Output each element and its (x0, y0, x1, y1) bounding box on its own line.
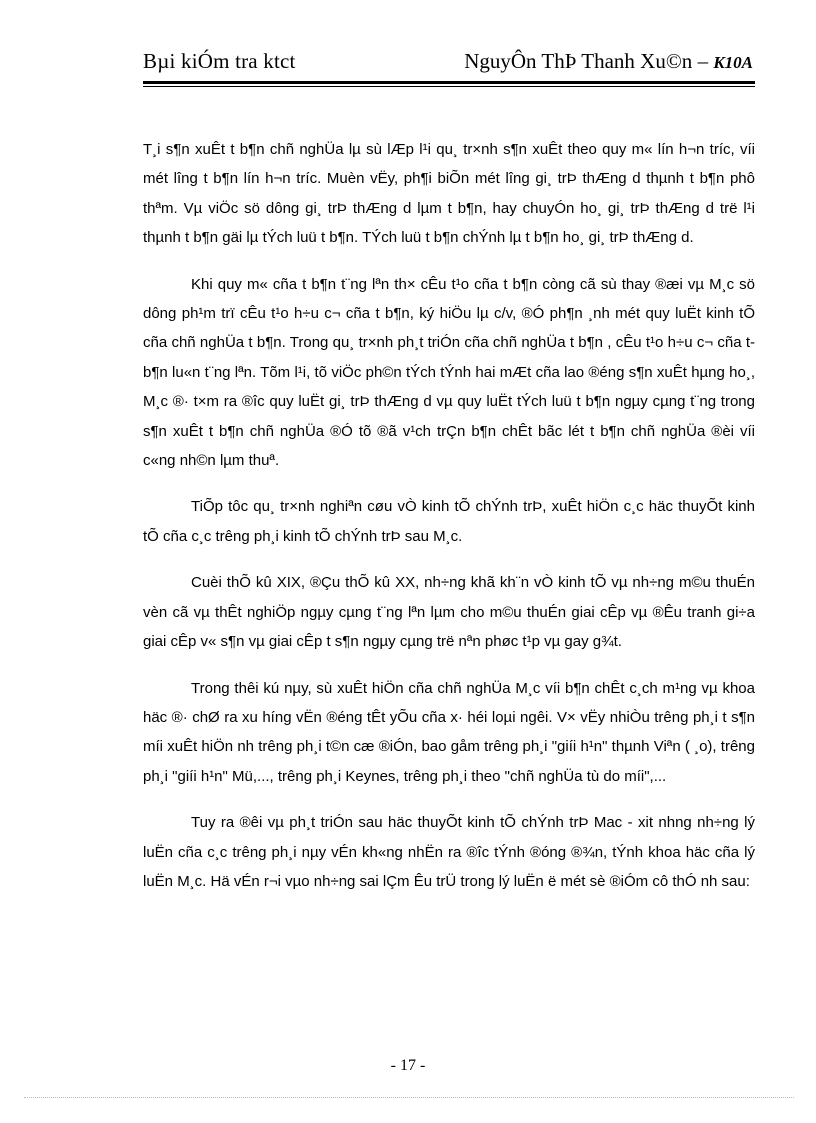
header-rule-thick (143, 81, 755, 84)
paragraph-2: Khi quy m« cña t b¶n t¨ng lªn th× cÊu t¹o cña t b¶n còng cã sù thay ®æi vµ M¸c sö dông ph¹m trï cÊu t¹o h÷u c¬ cña t b¶n, ký hiÖu lµ c/v, ®Ó ph¶n ¸nh mét quy luËt kinh tÕ cña chñ nghÜa t b¶n. Trong qu¸ tr×nh ph¸t triÓn cña chñ nghÜa t b¶n , cÊu t¹o h÷u c¬ cña t b¶n lu«n t¨ng lªn. Tõm l¹i, tõ viÖc ph©n tÝch tÝnh hai mÆt cña lao ®éng s¶n xuÊt hµng ho¸, M¸c ®· t×m ra ®îc quy luËt gi¸ trÞ thÆng d vµ quy luËt tÝch luü t b¶n ngµy cµng t¨ng trong s¶n xuÊt t b¶n chñ nghÜa ®Ó tõ ®ã v¹ch trÇn b¶n chÊt bãc lét t b¶n chñ nghÜa ®èi víi c«ng nh©n lµm thuª. (143, 275, 755, 470)
header-separator: – (697, 49, 709, 73)
paragraph-5: Trong thêi kú nµy, sù xuÊt hiÖn cña chñ nghÜa M¸c víi b¶n chÊt c¸ch m¹ng vµ khoa häc ®· chØ ra xu híng vËn ®éng tÊt yÕu cña x· héi loµi ngêi. V× vËy nhiÒu trêng ph¸i t s¶n míi xuÊt hiÖn nh trêng ph¸i t©n cæ ®iÓn, bao gåm trêng ph¸i "giíi h¹n" thµnh Viªn ( ¸o), trêng ph¸i "giíi h¹n" Mü,..., trêng ph¸i Keynes, trêng ph¸i theo "chñ nghÜa tù do míi",... (143, 679, 755, 785)
footer-dotted-line (24, 1097, 794, 1098)
class-code: K10A (713, 53, 753, 72)
paragraph-3: TiÕp tôc qu¸ tr×nh nghiªn cøu vÒ kinh tÕ chÝnh trÞ, xuÊt hiÖn c¸c häc thuyÕt kinh tÕ cña c¸c trêng ph¸i kinh tÕ chÝnh trÞ sau M¸c. (143, 498, 755, 545)
document-title: Bµi kiÓm tra ktct (143, 49, 296, 73)
paragraph-6: Tuy ra ®êi vµ ph¸t triÓn sau häc thuyÕt kinh tÕ chÝnh trÞ Mac - xit nhng nh÷ng lý luËn cña c¸c trêng ph¸i nµy vÉn kh«ng nhËn ra ®îc tÝnh ®óng ®¾n, tÝnh khoa häc cña lý luËn M¸c. Hä vÉn r¬i vµo nh÷ng sai lÇm Êu trÜ trong lý luËn ë mét sè ®iÓm cô thÓ nh sau: (143, 814, 755, 890)
author-line (464, 49, 753, 74)
paragraph-4: Cuèi thÕ kû XIX, ®Çu thÕ kû XX, nh÷ng khã kh¨n vÒ kinh tÕ vµ nh÷ng m©u thuÉn vèn cã vµ thÊt nghiÖp ngµy cµng t¨ng lªn lµm cho m©u thuÉn giai cÊp vµ ®Êu tranh gi÷a giai cÊp v« s¶n vµ giai cÊp t s¶n ngµy cµng trë nªn phøc t¹p vµ gay g¾t. (143, 574, 755, 651)
document-body (143, 135, 755, 913)
page-number: - 17 - (390, 1057, 426, 1074)
author-name: NguyÔn ThÞ Thanh Xu©n (464, 49, 693, 73)
header-rule-thin (143, 86, 755, 87)
page-header (143, 47, 753, 81)
paragraph-1: T¸i s¶n xuÊt t b¶n chñ nghÜa lµ sù lÆp l¹i qu¸ tr×nh s¶n xuÊt theo quy m« lín h¬n tríc, víi mét lîng t b¶n lín h¬n tríc. Muèn vËy, ph¶i biÕn mét lîng gi¸ trÞ thÆng d thµnh t b¶n phô thªm. Vµ viÖc sö dông gi¸ trÞ thÆng d lµm t b¶n, hay chuyÓn ho¸ gi¸ trÞ thÆng d trë l¹i thµnh t b¶n gäi lµ tÝch luü t b¶n. TÝch luü t b¶n chÝnh lµ t b¶n ho¸ gi¸ trÞ thÆng d. (143, 141, 755, 247)
